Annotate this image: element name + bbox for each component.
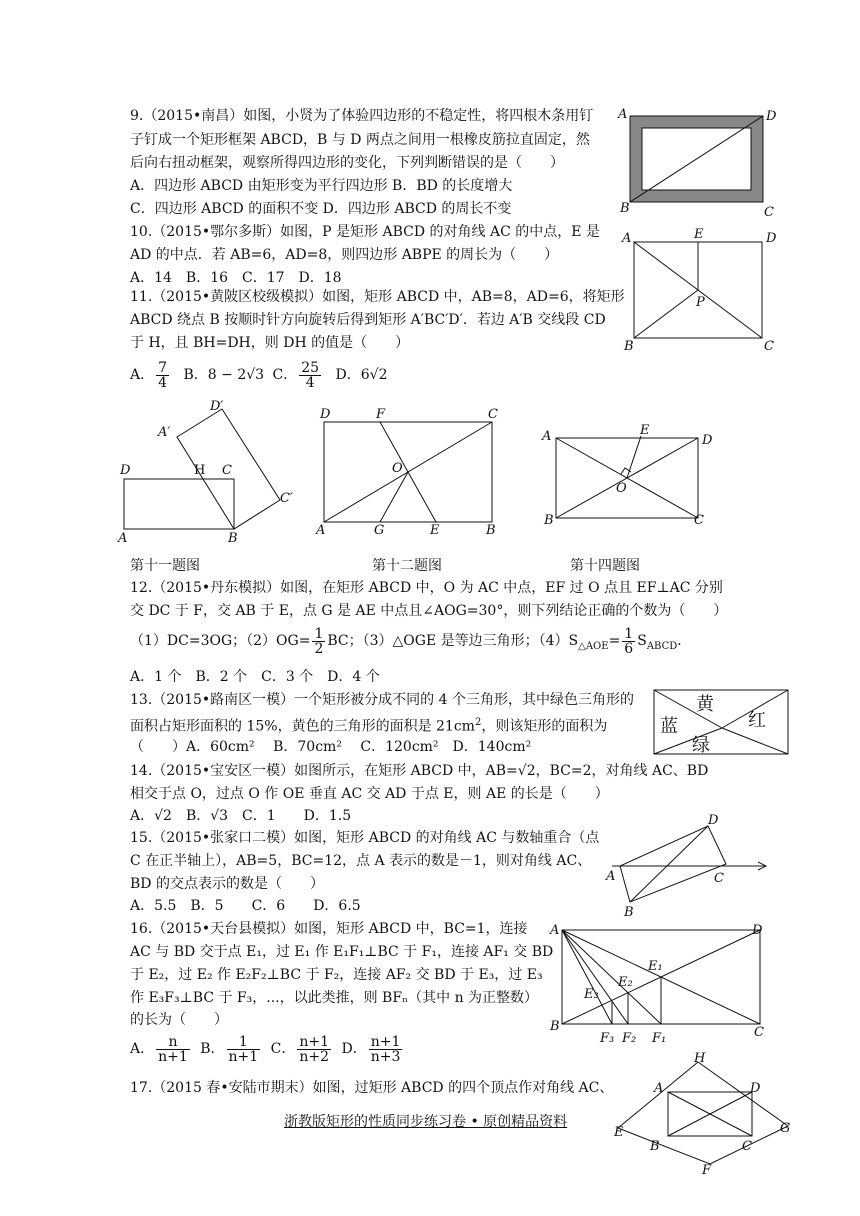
q12-line1: 12.（2015•丹东模拟）如图，在矩形 ABCD 中，O 为 AC 中点，EF 过 O 点且 EF⊥AC 分别 — [130, 580, 723, 596]
label-B: B — [544, 513, 554, 528]
label-D-prime: D′ — [210, 399, 224, 414]
label-B: B — [486, 523, 496, 536]
label-green: 绿 — [692, 735, 710, 756]
label-D: D — [750, 1081, 761, 1096]
q10-line1: 10.（2015•鄂尔多斯）如图，P 是矩形 ABCD 的对角线 AC 的中点，E 是 — [130, 224, 600, 240]
label-A: A — [118, 531, 128, 544]
q12-options: A．1 个 B．2 个 C．3 个 D．4 个 — [130, 669, 380, 685]
q9-line3: 后向右扭动框架，观察所得四边形的变化，下列判断错误的是（ ） — [130, 155, 564, 171]
figure-q10 — [620, 226, 785, 358]
q16-line5: 的长为（ ） — [130, 1012, 228, 1028]
label-red: 红 — [748, 710, 766, 731]
figure-q17 — [610, 1052, 800, 1180]
q16-options: A． $\frac{n}{n+1}$ B． $\frac{1}{n+1}$ C． $\frac{n+1}{n+2}$ D． $\frac{n+1}{n+3}$ — [130, 1033, 401, 1065]
label-F3: F₃ — [600, 1031, 615, 1046]
q12-conclusions: （1）DC=3OG；（2）OG= $\frac{1}{2}$ BC；（3）△OGE 是等边三角形；$(4)S_{\triangle AOE}=$ $\frac{1}{6}$ $S_{ABCD}$． — [130, 625, 692, 657]
figure-q14 — [536, 418, 716, 534]
q14-line2: 相交于点 O，过点 O 作 OE 垂直 AC 交 AD 于点 E，则 AE 的长是（ ） — [130, 786, 609, 802]
label-C: C — [764, 339, 774, 354]
caption-fig11: 第十一题图 — [130, 558, 200, 574]
label-E: E — [614, 1125, 624, 1140]
label-F: F — [376, 407, 386, 422]
q16-line4: 作 E₃F₃⊥BC 于 F₃，...，以此类推，则 BFₙ（其中 n 为正整数） — [130, 990, 539, 1006]
q15-line2: C 在正半轴上），AB=5，BC=12，点 A 表示的数是－1，则对角线 AC、 — [130, 853, 592, 869]
label-A: A — [618, 107, 628, 122]
label-C: C — [754, 1025, 764, 1040]
label-A-prime: A′ — [158, 425, 171, 440]
q11-line3: 于 H，且 BH=DH，则 DH 的值是（ ） — [130, 335, 410, 351]
label-G: G — [374, 523, 385, 536]
figure-q13 — [652, 688, 792, 762]
label-B: B — [650, 1139, 660, 1154]
q11-line1: 11.（2015•黄陂区校级模拟）如图，矩形 ABCD 中，AB=8，AD=6，将矩形 — [130, 289, 625, 305]
label-F: F — [702, 1163, 712, 1176]
label-D: D — [766, 231, 777, 246]
label-C: C — [764, 205, 774, 220]
label-H: H — [194, 463, 206, 478]
q9-line1: 9.（2015•南昌）如图，小贤为了体验四边形的不稳定性，将四根木条用钉 — [130, 108, 594, 124]
label-B: B — [624, 339, 634, 354]
q16-line2: AC 与 BD 交于点 E₁，过 E₁ 作 E₁F₁⊥BC 于 F₁，连接 AF₁ 交 BD — [130, 944, 554, 960]
label-C: C — [742, 1139, 752, 1154]
q9-line2: 子钉成一个矩形框架 ABCD，B 与 D 两点之间用一根橡皮筋拉直固定，然 — [130, 132, 590, 148]
label-F2: F₂ — [622, 1031, 637, 1046]
label-A: A — [654, 1081, 664, 1096]
label-F1: F₁ — [652, 1031, 667, 1046]
q14-line1: 14.（2015•宝安区一模）如图所示，在矩形 ABCD 中，AB=√2，BC=2，对角线 AC、BD — [130, 763, 709, 779]
q9-options-cd: C．四边形 ABCD 的面积不变 D．四边形 ABCD 的周长不变 — [130, 201, 512, 217]
label-yellow: 黄 — [696, 694, 714, 715]
label-B: B — [550, 1019, 560, 1034]
label-P: P — [696, 295, 705, 310]
q16-line1: 16.（2015•天台县模拟）如图，矩形 ABCD 中，BC=1，连接 — [130, 921, 528, 937]
figure-q16 — [546, 920, 776, 1056]
figure-q12 — [312, 404, 502, 540]
q14-options: A．√2 B．√3 C．1 D．1.5 — [130, 808, 352, 824]
fraction-25-4: $\frac{25}{4}$ — [301, 359, 320, 391]
label-A: A — [550, 923, 560, 938]
q15-line3: BD 的交点表示的数是（ ） — [130, 876, 324, 892]
q17-line1: 17.（2015 春•安陆市期末）如图，过矩形 ABCD 的四个顶点作对角线 AC、 — [130, 1080, 614, 1096]
q16-line3: 于 E₂，过 E₂ 作 E₂F₂⊥BC 于 F₂，连接 AF₂ 交 BD 于 E₃，过 E₃ — [130, 967, 543, 983]
q12-line2: 交 DC 于 F，交 AB 于 E，点 G 是 AE 中点且∠AOG=30°，则下列结论正确的个数为（ ） — [130, 603, 728, 619]
label-E3: E₃ — [584, 987, 599, 1002]
label-B: B — [620, 201, 630, 216]
label-O: O — [616, 481, 627, 496]
label-C: C — [694, 513, 704, 528]
q11-options: A． $\frac{7}{4}$ B．8 − 2√3 C． $\frac{25}{4}$ D．6√2 — [130, 359, 388, 391]
label-E2: E₂ — [618, 975, 633, 990]
label-C: C — [714, 871, 724, 886]
label-B: B — [228, 531, 238, 544]
figure-q15 — [598, 808, 778, 924]
label-C: C — [222, 463, 232, 478]
label-B: B — [624, 905, 634, 920]
label-C: C — [488, 407, 498, 422]
label-D: D — [752, 923, 763, 938]
q15-options: A．5.5 B．5 C．6 D．6.5 — [130, 898, 361, 914]
label-D: D — [120, 463, 131, 478]
label-blue: 蓝 — [660, 716, 678, 737]
q15-line1: 15.（2015•张家口二模）如图，矩形 ABCD 的对角线 AC 与数轴重合（点 — [130, 830, 600, 846]
label-E: E — [430, 523, 440, 536]
caption-fig12: 第十二题图 — [372, 558, 442, 574]
label-O: O — [392, 461, 403, 476]
label-A: A — [622, 231, 632, 246]
fraction-7-4: $\frac{7}{4}$ — [158, 359, 168, 391]
label-E: E — [640, 423, 650, 438]
label-A: A — [316, 523, 326, 536]
label-E: E — [694, 227, 704, 242]
q13-options: （ ）A．60cm² B．70cm² C．120cm² D．140cm² — [130, 739, 532, 755]
label-E1: E₁ — [648, 959, 663, 974]
q10-options: A．14 B．16 C．17 D．18 — [130, 270, 342, 286]
label-D: D — [708, 813, 719, 828]
q9-options-ab: A．四边形 ABCD 由矩形变为平行四边形 B．BD 的长度增大 — [130, 178, 513, 194]
figure-q9-frame — [612, 104, 787, 226]
label-D: D — [766, 109, 777, 124]
label-H: H — [694, 1052, 706, 1066]
figure-q11 — [112, 394, 302, 548]
label-C-prime: C′ — [280, 491, 293, 506]
q11-line2: ABCD 绕点 B 按顺时针方向旋转后得到矩形 A′BC′D′．若边 A′B 交线段 CD — [130, 312, 606, 328]
label-D: D — [702, 433, 713, 448]
label-D: D — [320, 407, 331, 422]
q13-line2: 面积占矩形面积的 15%，黄色的三角形的面积是 $21cm^2$，则该矩形的面积为 — [130, 717, 608, 735]
caption-fig14: 第十四题图 — [570, 558, 640, 574]
q13-line1: 13.（2015•路南区一模）一个矩形被分成不同的 4 个三角形，其中绿色三角形的 — [130, 692, 634, 708]
label-G: G — [780, 1121, 791, 1136]
label-A: A — [606, 869, 616, 884]
page-footer: 浙教版矩形的性质同步练习卷 • 原创精品资料 — [284, 1114, 568, 1130]
q10-line2: AD 的中点．若 AB=6，AD=8，则四边形 ABPE 的周长为（ ） — [130, 247, 559, 263]
label-A: A — [542, 429, 552, 444]
